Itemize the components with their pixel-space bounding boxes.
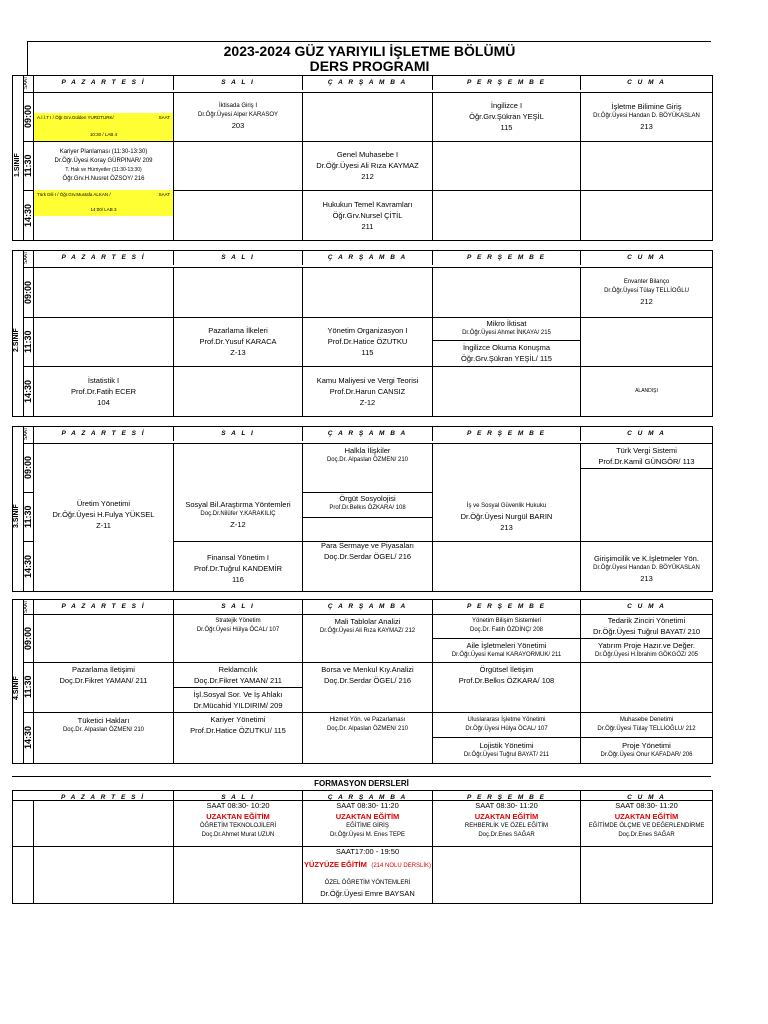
course-room: 213 bbox=[640, 573, 653, 583]
course-room: Z-11 bbox=[96, 520, 111, 530]
course-cell bbox=[581, 638, 712, 662]
course-teacher: Dr.Öğr.Üyesi M. Enes TEPE bbox=[330, 832, 405, 838]
course-teacher: Doç.Dr.Ahmet Murat UZUN bbox=[201, 832, 275, 838]
course-teacher: Doç.Dr.Nilüfer Y.KARAKILIÇ bbox=[200, 510, 276, 517]
course-name: Envanter Bilanço bbox=[623, 278, 670, 285]
day-header-mon: P A Z A R T E S İ bbox=[33, 76, 173, 90]
lesson-room: (214 NOLU DERSLİK) bbox=[371, 863, 432, 869]
course-room: 104 bbox=[97, 397, 110, 407]
time-0900: 09:00 bbox=[23, 104, 33, 129]
saat-note: SAAT bbox=[158, 115, 170, 120]
day-header-wed: Ç A R Ş A M B A bbox=[302, 791, 432, 805]
course-teacher: Dr.Öğr.Üyesi Koray GÜRPINAR/ 209 bbox=[54, 157, 153, 164]
course-cell bbox=[174, 487, 302, 541]
formasyon-cell-fri bbox=[581, 800, 712, 846]
course-name: Pazarlama İletişimi bbox=[72, 664, 135, 674]
course-cell bbox=[34, 113, 173, 141]
day-header-thu: P E R Ş E M B E bbox=[432, 76, 580, 90]
course-teacher: Dr.Öğr.Üyesi Hülya ÖCAL/ 107 bbox=[465, 725, 548, 732]
course-name: Hukukun Temel Kavramları bbox=[322, 199, 413, 209]
course-teacher: Doç.Dr.Serdar ÖGEL/ 216 bbox=[323, 675, 412, 685]
course-cell bbox=[34, 487, 173, 541]
course-name: Örgüt Sosyolojisi bbox=[339, 494, 396, 503]
class-label: 2.SINIF bbox=[13, 328, 20, 353]
course-teacher: Dr.Öğr.Üyesi H.Fulya YÜKSEL bbox=[52, 509, 155, 519]
course-name: Kariyer Planlaması (11:30-13:30) bbox=[59, 148, 148, 155]
course-teacher: Prof.Dr.Hatice ÖZUTKU bbox=[327, 337, 408, 346]
time-1430: 14:30 bbox=[23, 554, 33, 578]
course-teacher: Dr.Öğr.Üyesi Ali Rıza KAYMAZ bbox=[316, 161, 419, 170]
course-room: 211 bbox=[361, 221, 374, 231]
time-1130: 11:30 bbox=[23, 154, 33, 177]
course-cell bbox=[581, 614, 712, 638]
day-header-mon: P A Z A R T E S İ bbox=[60, 794, 146, 801]
course-room: 115 bbox=[361, 348, 374, 357]
course-name: Örgütsel İletişim bbox=[479, 664, 534, 674]
course-teacher: Öğr.Grv.Nursel ÇİTİL bbox=[332, 210, 403, 220]
course-name: Tedarik Zinciri Yönetimi bbox=[607, 616, 686, 625]
course-teacher: Dr.Öğr.Üyesi Tülay TELLİOĞLU bbox=[604, 287, 689, 294]
course-teacher: Dr.Öğr.Üyesi Ali Rıza KAYMAZ/ 212 bbox=[319, 628, 416, 634]
day-header-tue: S A L I bbox=[173, 76, 302, 90]
day-header-mon: P A Z A R T E S İ bbox=[33, 427, 173, 441]
formasyon-cell-tue bbox=[174, 800, 302, 846]
time-1130: 11:30 bbox=[23, 505, 33, 528]
lesson-mode: UZAKTAN EĞİTİM bbox=[335, 812, 400, 821]
course-teacher: Dr.Öğr.Üyesi Kemal KARAYORMUK/ 211 bbox=[451, 652, 562, 658]
course-name: Hizmet Yön. ve Pazarlaması bbox=[329, 716, 406, 723]
course-name: Mikro İktisat bbox=[486, 318, 527, 328]
course-teacher: Prof.Dr.Belkıs ÖZKARA/ 108 bbox=[329, 505, 406, 511]
saat-note: SAAT bbox=[158, 192, 170, 197]
course-name: Yönetim Bilişim Sistemleri bbox=[471, 618, 541, 624]
saat-label: SAAT bbox=[23, 251, 29, 265]
day-header-tue: S A L I bbox=[173, 791, 302, 805]
course-name: Muhasebe Denetimi bbox=[619, 716, 674, 723]
course-room: 213 bbox=[500, 522, 513, 532]
course-teacher: Dr.Öğr.Üyesi Emre BAYSAN bbox=[320, 889, 415, 898]
day-header-tue: S A L I bbox=[173, 600, 302, 614]
course-cell bbox=[303, 190, 432, 240]
course-cell bbox=[581, 737, 712, 762]
time-0900: 09:00 bbox=[23, 455, 33, 480]
course-name: Aile İşletmeleri Yönetimi bbox=[466, 641, 547, 650]
class-2-table bbox=[12, 250, 713, 417]
course-cell bbox=[303, 317, 432, 366]
course-name: A.İ.İ.T I / Öğr.Grv.Gülden YURDTURK/ bbox=[37, 115, 114, 120]
course-name: Para Sermaye ve Piyasaları bbox=[321, 541, 414, 550]
course-teacher: Doç.Dr.Enes SAĞAR bbox=[618, 832, 675, 838]
class-label: 3.SINIF bbox=[13, 504, 20, 528]
course-cell bbox=[174, 614, 302, 638]
course-teacher: Dr.Öğr.Üyesi Tuğrul BAYAT/ 210 bbox=[592, 627, 701, 636]
time-1430: 14:30 bbox=[23, 203, 33, 227]
course-name: Pazarlama İlkeleri bbox=[208, 326, 268, 335]
lesson-mode: UZAKTAN EĞİTİM bbox=[614, 812, 679, 821]
course-teacher: Dr.Öğr.Üyesi Tülay TELLİOĞLU/ 212 bbox=[597, 725, 696, 732]
day-header-tue: S A L I bbox=[173, 427, 302, 441]
course-teacher: Doç.Dr.Fikret YAMAN/ 211 bbox=[59, 675, 148, 685]
class-3-table bbox=[12, 426, 713, 592]
course-teacher: Prof.Dr.Harun CANSIZ bbox=[329, 386, 406, 396]
course-name: Yönetim Organizasyon I bbox=[327, 326, 408, 335]
day-header-mon: P A Z A R T E S İ bbox=[33, 600, 173, 614]
course-room: 115 bbox=[500, 123, 513, 132]
lesson-mode: UZAKTAN EĞİTİM bbox=[206, 812, 270, 821]
time-1130: 11:30 bbox=[23, 330, 33, 353]
lesson-mode: YÜZYÜZE EĞİTİM bbox=[303, 860, 367, 869]
course-cell bbox=[303, 614, 432, 638]
course-teacher: Prof.Dr.Belkıs ÖZKARA/ 108 bbox=[458, 675, 555, 685]
formasyon-cell-thu bbox=[433, 800, 580, 846]
page-subtitle: DERS PROGRAMI bbox=[309, 58, 430, 74]
day-header-fri: C U M A bbox=[580, 600, 712, 614]
day-header-wed: Ç A R Ş A M B A bbox=[302, 427, 432, 441]
course-cell bbox=[174, 317, 302, 366]
course-cell bbox=[433, 614, 580, 638]
course-name: T. Hak ve Hürriyetler (11:30-13:30) bbox=[65, 166, 142, 173]
course-teacher: Dr.Öğr.Üyesi Onur KAFADAR/ 206 bbox=[600, 751, 693, 758]
course-teacher: Doç.Dr. Alpaslan ÖZMEN/ 210 bbox=[326, 725, 409, 732]
course-name: Tüketici Hakları bbox=[77, 715, 130, 725]
course-teacher: Öğr.Grv.H.Nusret ÖZSOY/ 216 bbox=[62, 175, 145, 182]
course-cell bbox=[433, 737, 580, 762]
course-name: Halkla İlişkiler bbox=[344, 446, 391, 455]
course-name: Reklamcılık bbox=[218, 664, 258, 674]
course-cell bbox=[303, 141, 432, 190]
course-room: 116 bbox=[232, 574, 244, 584]
course-cell bbox=[433, 662, 580, 687]
course-cell bbox=[174, 687, 302, 712]
course-cell bbox=[174, 545, 302, 591]
course-name: Kariyer Yönetimi bbox=[210, 714, 266, 724]
lesson-time: SAAT17:00 - 19:50 bbox=[335, 847, 400, 856]
course-name: İş ve Sosyal Güvenlik Hukuku bbox=[466, 502, 547, 509]
course-cell bbox=[581, 267, 712, 317]
course-name: Üretim Yönetimi bbox=[76, 498, 131, 508]
course-name: İngilizce I bbox=[490, 101, 523, 110]
formasyon-title: FORMASYON DERSLERİ bbox=[12, 776, 711, 791]
course-name: Proje Yönetimi bbox=[622, 740, 671, 750]
page-title: 2023-2024 GÜZ YARIYILI İŞLETME BÖLÜMÜ bbox=[223, 43, 516, 59]
lesson-time: SAAT 08:30- 10:20 bbox=[206, 801, 270, 810]
lesson-mode: UZAKTAN EĞİTİM bbox=[474, 812, 539, 821]
course-cell bbox=[303, 366, 432, 416]
course-cell bbox=[581, 366, 712, 416]
day-header-fri: C U M A bbox=[580, 427, 712, 441]
course-teacher: Öğr.Grv.Şükran YEŞİL/ 115 bbox=[461, 354, 552, 363]
course-cell bbox=[433, 712, 580, 737]
course-room: Z-12 bbox=[359, 397, 376, 407]
class-label: 4.SINIF bbox=[13, 676, 20, 701]
course-name: EĞİTİME GİRİŞ bbox=[346, 823, 389, 829]
course-cell bbox=[433, 340, 580, 366]
course-name: ÖZEL ÖĞRETİM YÖNTEMLERİ bbox=[324, 880, 411, 886]
course-teacher: Dr.Öğr.Üyesi Alper KARASOY bbox=[197, 112, 279, 118]
course-teacher: Doç.Dr. Alpaslan ÖZMEN/ 210 bbox=[326, 457, 409, 463]
course-teacher: Prof.Dr.Fatih ECER bbox=[70, 386, 137, 396]
course-teacher: Prof.Dr.Hatice ÖZUTKU/ 115 bbox=[190, 725, 286, 735]
course-room: 10:30 / LAB 4 bbox=[89, 132, 118, 137]
formasyon-table bbox=[12, 790, 713, 904]
course-cell bbox=[303, 712, 432, 737]
course-name: İngilizce Okuma Konuşma bbox=[462, 343, 551, 352]
saat-label: SAAT bbox=[23, 76, 29, 90]
course-name: Borsa ve Menkul Kıy.Analizi bbox=[321, 664, 414, 674]
day-header-fri: C U M A bbox=[580, 251, 712, 265]
class-label: 1.SINIF bbox=[14, 153, 21, 177]
course-cell bbox=[433, 493, 580, 541]
title-box bbox=[27, 41, 711, 76]
course-cell bbox=[34, 662, 173, 687]
time-0900: 09:00 bbox=[23, 280, 33, 304]
course-name: Sosyal Bil.Araştırma Yöntemleri bbox=[185, 499, 291, 509]
formasyon-cell-wed bbox=[303, 800, 432, 846]
day-header-mon: P A Z A R T E S İ bbox=[33, 251, 173, 265]
course-teacher: Dr.Öğr.Üyesi Ahmet İNKAYA/ 215 bbox=[462, 329, 551, 336]
course-cell bbox=[174, 662, 302, 687]
course-cell bbox=[34, 712, 173, 737]
course-name: İşletme Bilimine Giriş bbox=[611, 102, 682, 111]
day-header-wed: Ç A R Ş A M B A bbox=[302, 251, 432, 265]
day-header-fri: C U M A bbox=[580, 791, 712, 805]
course-room: 212 bbox=[640, 296, 653, 306]
day-header-tue: S A L I bbox=[173, 251, 302, 265]
day-header-thu: P E R Ş E M B E bbox=[432, 427, 580, 441]
saat-label: SAAT bbox=[23, 600, 29, 614]
course-cell bbox=[303, 537, 432, 565]
course-cell bbox=[581, 92, 712, 141]
course-name: Girişimcilik ve K.İşletmeler Yön. bbox=[594, 553, 699, 563]
course-room: Z-13 bbox=[230, 348, 246, 357]
course-name: REHBERLİK VE ÖZEL EĞİTİM bbox=[464, 823, 549, 829]
day-header-thu: P E R Ş E M B E bbox=[432, 791, 580, 805]
course-name: Finansal Yönetim I bbox=[207, 552, 269, 562]
day-header-thu: P E R Ş E M B E bbox=[432, 251, 580, 265]
saat-label: SAAT bbox=[23, 427, 29, 441]
course-teacher: Doç.Dr.Serdar ÖGEL/ 216 bbox=[323, 552, 412, 561]
course-teacher: Dr.Öğr.Üyesi H.İbrahim GÖKGÖZ/ 205 bbox=[594, 652, 699, 658]
course-cell bbox=[581, 443, 712, 468]
course-room: Z-12 bbox=[230, 519, 246, 529]
course-name: ÖĞRETİM TEKNOLOJİLERİ bbox=[199, 823, 277, 829]
course-teacher: Doç.Dr. Fatih ÖZDİNÇ/ 208 bbox=[469, 627, 544, 633]
course-teacher: Doç.Dr. Alpaslan ÖZMEN/ 210 bbox=[62, 726, 145, 733]
course-cell bbox=[303, 443, 432, 467]
course-teacher: Dr.Öğr.Üyesi Nurgül BARIN bbox=[460, 511, 553, 521]
lesson-time: SAAT 08:30- 11:20 bbox=[336, 801, 399, 810]
course-cell bbox=[433, 638, 580, 662]
course-room: 14:00/ LAB 3 bbox=[90, 207, 117, 212]
day-header-fri: C U M A bbox=[580, 76, 712, 90]
course-name: İşl.Sosyal Sor. Ve İş Ahlakı bbox=[193, 689, 283, 699]
course-name: EĞİTİMDE ÖLÇME VE DEĞERLENDİRME bbox=[588, 823, 705, 829]
course-name: Lojistik Yönetimi bbox=[479, 740, 534, 750]
course-teacher: Dr.Öğr.Üyesi Hülya ÖCAL/ 107 bbox=[196, 627, 280, 633]
course-name: Türk Dili I / Öğr.Grv.Mustafa ALKAN / bbox=[37, 192, 111, 197]
class-4-table bbox=[12, 599, 713, 764]
course-teacher: Doç.Dr.Enes SAĞAR bbox=[478, 832, 535, 838]
course-teacher: Öğr.Grv.Şükran YEŞİL bbox=[469, 112, 544, 121]
day-header-thu: P E R Ş E M B E bbox=[432, 600, 580, 614]
course-name: Stratejik Yönetim bbox=[215, 618, 261, 624]
course-name: ALANDIŞI bbox=[635, 387, 658, 394]
course-teacher: Dr.Öğr.Üyesi Tuğrul BAYAT/ 211 bbox=[463, 751, 550, 758]
course-cell bbox=[303, 489, 432, 517]
course-cell bbox=[174, 92, 302, 141]
course-teacher: Doç.Dr.Fikret YAMAN/ 211 bbox=[194, 675, 282, 685]
course-name: Türk Vergi Sistemi bbox=[616, 445, 677, 455]
course-teacher: Prof.Dr.Tuğrul KANDEMİR bbox=[193, 563, 283, 573]
course-name: Kamu Maliyesi ve Vergi Teorisi bbox=[316, 375, 419, 385]
course-cell bbox=[174, 712, 302, 737]
course-room: 212 bbox=[361, 172, 374, 181]
course-room: 213 bbox=[640, 122, 653, 131]
course-teacher: Dr.Öğr.Üyesi Handan D. BÖYÜKASLAN bbox=[593, 564, 700, 571]
course-cell bbox=[34, 366, 173, 416]
course-teacher: Dr.Mücahid YILDIRIM/ 209 bbox=[193, 700, 283, 710]
course-cell bbox=[581, 545, 712, 591]
time-1430: 14:30 bbox=[23, 379, 33, 403]
course-name: Genel Muhasebe I bbox=[336, 150, 399, 159]
course-teacher: Prof.Dr.Kamil GÜNGÖR/ 113 bbox=[598, 456, 695, 466]
course-cell bbox=[34, 190, 173, 216]
course-name: Uluslararası İşletme Yönetimi bbox=[467, 716, 546, 723]
day-header-wed: Ç A R Ş A M B A bbox=[302, 600, 432, 614]
course-teacher: Dr.Öğr.Üyesi Handan D. BÖYÜKASLAN bbox=[593, 113, 700, 119]
day-header-wed: Ç A R Ş A M B A bbox=[302, 76, 432, 90]
lesson-time: SAAT 08:30- 11:20 bbox=[475, 801, 538, 810]
course-name: İktisada Giriş I bbox=[218, 103, 257, 109]
formasyon-cell-wed-evening bbox=[303, 846, 432, 903]
course-cell bbox=[581, 712, 712, 737]
lesson-time: SAAT 08:30- 11:20 bbox=[615, 801, 678, 810]
course-cell bbox=[433, 315, 580, 340]
class-1-table bbox=[12, 75, 713, 241]
time-1130: 11:30 bbox=[23, 675, 33, 699]
course-cell bbox=[433, 92, 580, 141]
time-0900: 09:00 bbox=[23, 626, 33, 650]
course-name: Yatırım Proje Hazır.ve Değer. bbox=[598, 641, 695, 650]
course-room: 203 bbox=[231, 121, 245, 130]
course-teacher: Prof.Dr.Yusuf KARACA bbox=[199, 337, 277, 346]
course-name: Mali Tablolar Analizi bbox=[334, 617, 401, 626]
course-name: İstatistik I bbox=[87, 375, 120, 385]
course-cell bbox=[303, 662, 432, 687]
time-1430: 14:30 bbox=[23, 725, 33, 750]
course-cell bbox=[34, 141, 173, 190]
